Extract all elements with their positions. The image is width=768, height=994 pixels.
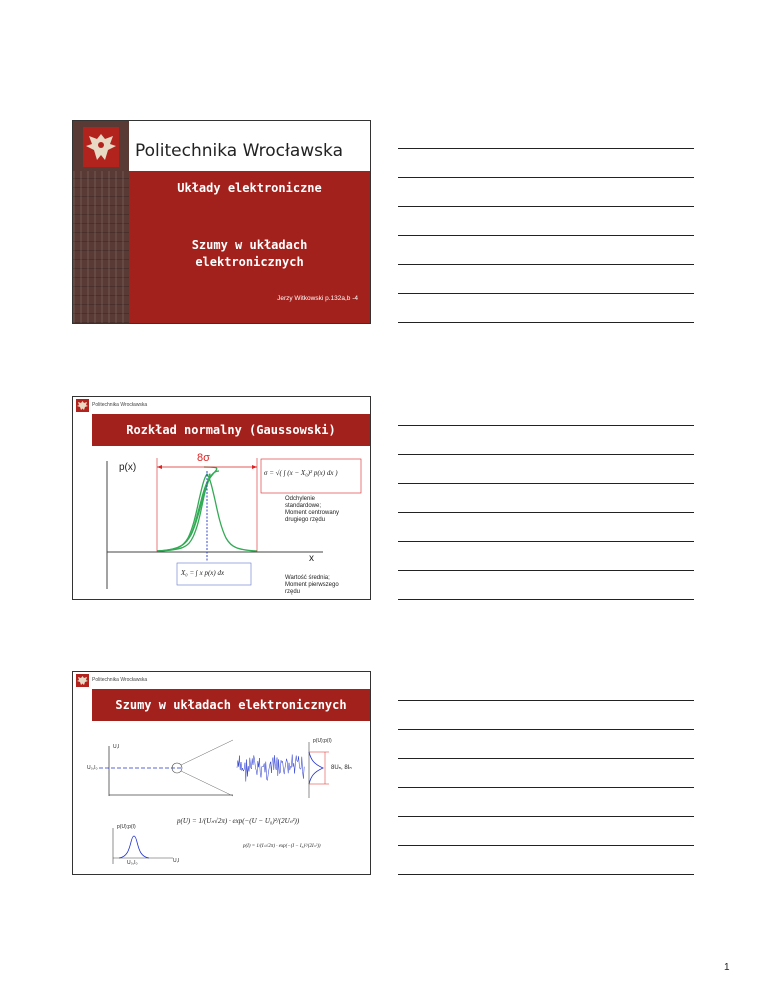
note-line (398, 235, 694, 236)
page-number: 1 (724, 962, 730, 973)
noise-slide (72, 671, 371, 875)
title-slide (72, 120, 371, 324)
university-name: Politechnika Wrocławska (135, 141, 343, 161)
topic-title (129, 237, 370, 271)
note-line (398, 729, 694, 730)
note-line (398, 700, 694, 701)
noise-trace (237, 755, 304, 782)
sigma-note: Odchylenie standardowe; Moment centrowany drugiego rzędu (285, 496, 340, 523)
px-label: p(x) (119, 462, 137, 473)
note-line (398, 483, 694, 484)
note-line (398, 454, 694, 455)
x-label: x (309, 553, 314, 564)
note-line (398, 758, 694, 759)
note-line (398, 148, 694, 149)
formula-i: p(I) = 1/(Iₙ√2π) · exp(−(I − I₀)²/(2Iₙ²)) (243, 844, 321, 849)
note-line (398, 512, 694, 513)
small-distribution (119, 836, 149, 858)
note-line (398, 177, 694, 178)
note-line (398, 425, 694, 426)
course-title: Układy elektroniczne (177, 181, 322, 195)
note-line (398, 570, 694, 571)
mean-note: Wartość średnia; Moment pierwszego rzędu (285, 575, 339, 595)
brand-text: Politechnika Wrocławska (92, 677, 148, 683)
note-line (398, 541, 694, 542)
note-line (398, 845, 694, 846)
title-band (129, 171, 370, 323)
gauss-slide (72, 396, 371, 600)
note-line (398, 599, 694, 600)
mean-formula: X₀ = ∫ x p(x) dx (181, 569, 225, 577)
note-line (398, 293, 694, 294)
noise-diagram (73, 672, 370, 874)
university-eagle-logo (83, 127, 119, 167)
width-label: 8Uₙ, 8Iₙ (331, 765, 352, 771)
brand-text: Politechnika Wrocławska (92, 402, 148, 408)
ui-axis-label: U,I (113, 744, 120, 750)
slide-title: Szumy w układach elektronicznych (115, 698, 347, 712)
topic-line-2: elektronicznych (195, 255, 304, 269)
u0i0-small-label: U₀,I₀ (127, 860, 138, 866)
note-line (398, 264, 694, 265)
note-line (398, 322, 694, 323)
width-label: 8σ (197, 452, 210, 464)
note-line (398, 816, 694, 817)
sigma-formula: σ = √( ∫ (x − X₀)² p(x) dx ) (264, 469, 338, 477)
note-line (398, 787, 694, 788)
pui-small-label: p(U);p(I) (117, 824, 136, 830)
ui-small-label: U,I (173, 858, 180, 864)
topic-line-1: Szumy w układach (191, 238, 308, 252)
author-line: Jerzy Witkowski p.132a,b -4 (277, 295, 358, 302)
formula-u: p(U) = 1/(Uₙ√2π) · exp(−(U − U₀)²/(2Uₙ²)) (177, 817, 300, 825)
side-distribution (309, 752, 323, 784)
pui-top-label: p(U);p(I) (313, 738, 332, 744)
note-line (398, 206, 694, 207)
slide-title: Rozkład normalny (Gaussowski) (126, 423, 336, 437)
u0i0-label: U₀,I₀ (87, 765, 98, 771)
note-line (398, 874, 694, 875)
